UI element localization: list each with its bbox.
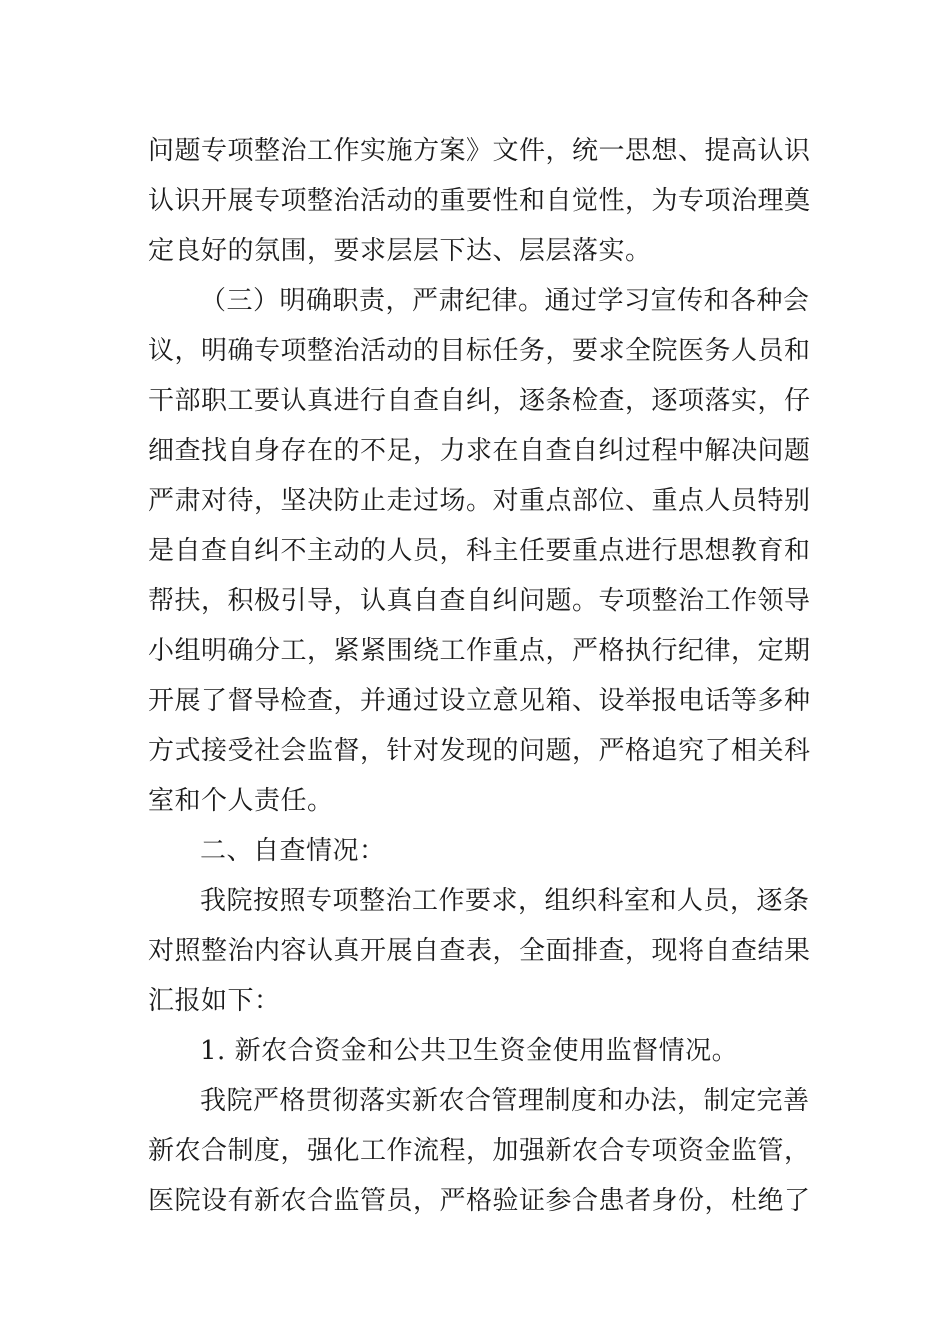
paragraph-line: 室和个人责任。 <box>148 786 334 816</box>
section-heading: 二、自查情况： <box>200 836 386 866</box>
paragraph-line: 严肃对待，坚决防止走过场。对重点部位、重点人员特别 <box>148 486 811 516</box>
paragraph-line: 新农合制度，强化工作流程，加强新农合专项资金监管， <box>148 1136 811 1166</box>
paragraph-line: 细查找自身存在的不足，力求在自查自纠过程中解决问题 <box>148 436 811 466</box>
paragraph-line: 定良好的氛围，要求层层下达、层层落实。 <box>148 236 652 266</box>
paragraph-line: 是自查自纠不主动的人员，科主任要重点进行思想教育和 <box>148 536 811 566</box>
paragraph-line: 医院设有新农合监管员，严格验证参合患者身份，杜绝了 <box>148 1186 811 1216</box>
paragraph-line: 帮扶，积极引导，认真自查自纠问题。专项整治工作领导 <box>148 586 811 616</box>
document-body <box>148 126 811 1226</box>
paragraph-line: 对照整治内容认真开展自查表，全面排查，现将自查结果 <box>148 936 811 966</box>
paragraph-line: 开展了督导检查，并通过设立意见箱、设举报电话等多种 <box>148 686 811 716</box>
paragraph-line: 方式接受社会监督，针对发现的问题，严格追究了相关科 <box>148 736 811 766</box>
paragraph-line: 认识开展专项整治活动的重要性和自觉性，为专项治理奠 <box>148 186 811 216</box>
paragraph-line: 议，明确专项整治活动的目标任务，要求全院医务人员和 <box>148 336 811 366</box>
section-heading-line: （三）明确职责，严肃纪律。通过学习宣传和各种会 <box>200 286 810 316</box>
paragraph-line: 小组明确分工，紧紧围绕工作重点，严格执行纪律，定期 <box>148 636 811 666</box>
subsection-heading: 1. 新农合资金和公共卫生资金使用监督情况。 <box>200 1036 739 1066</box>
paragraph-line: 我院按照专项整治工作要求，组织科室和人员，逐条 <box>200 886 810 916</box>
paragraph-line: 干部职工要认真进行自查自纠，逐条检查，逐项落实，仔 <box>148 386 811 416</box>
paragraph-line: 我院严格贯彻落实新农合管理制度和办法，制定完善 <box>200 1086 810 1116</box>
paragraph-line: 问题专项整治工作实施方案》文件，统一思想、提高认识 <box>148 136 811 166</box>
paragraph-line: 汇报如下： <box>148 986 281 1016</box>
